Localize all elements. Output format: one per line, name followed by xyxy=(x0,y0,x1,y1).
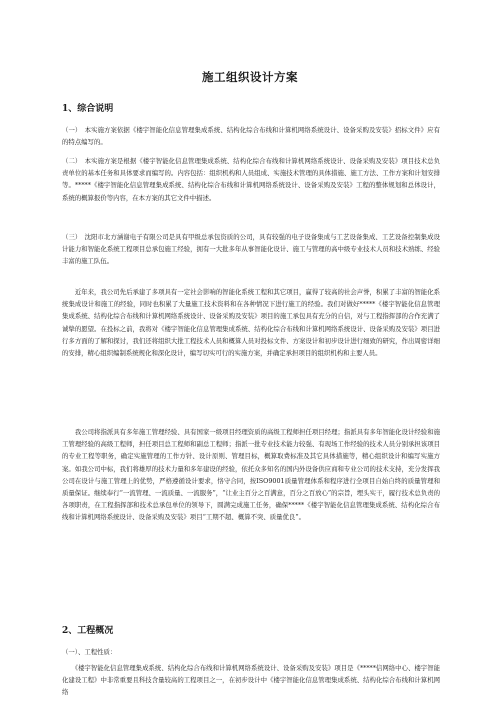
section-1-paragraph-4: 近年来，我公司先后承建了多项具有一定社会影响的智能化系统工程和其它项目，赢得了较高的社会声誉，积累了丰富的智能化系统集成设计和施工的经验，同时也积累了大量施工技术资料和在各种情况下进行施工的经验。我们对做好*****《楼宇智能化信息管理集成系统、结构化综合布线和计算机网络系统设计、设备采购及安装》项目的施工承包具有充分的自信，对与工程指挥部的合作充满了诚挚的愿望。在投标之前，我将对《楼宇智能化信息管理集成系统、结构化综合布线和计算机网络系统设计、设备采购及安装》项目进行多方面的了解和探讨，我们还将组织大批工程技术人员和概算人员对投标文件、方案设计和初步设计进行细致的研究，作出周密详细的安排，精心组织编制系统规化和深化设计，编写切实可行的实施方案，并确定承担项目的组织机构和主要人员。 xyxy=(62,288,440,358)
section-1-paragraph-2: （二） 本实施方案是根据《楼宇智能化信息管理集成系统、结构化综合布线和计算机网络系统设计、设备采购及安装》项目技术总负责单位的基本任务和具体要求而编写的。内容包括：组织机构和人员组成、实施技术管理的具体措施、施工方法、工作方案和计划安排等。*****《楼宇智能化信息管理集成系统、结构化综合布线和计算机网络系统设计、设备采购及安装》工程的整体规划和总体设计，系统的概算报价等内容，在本方案的其它文件中描述。 xyxy=(62,157,440,202)
section-1-paragraph-5: 我公司将指派具有多年施工管理经验、具有国家一级项目经理资质的高级工程师担任项目经理；指派具有多年智能化设计经验和施工管理经验的高级工程师，担任项目总工程师和副总工程师；指派一批专业技术能力较强、有现场工作经验的技术人员分别承担该项目的专业工程等职务，确定实施管理的工作方针、设计原则、管理目标，概算取费标准及其它具体措施等，精心组织设计和编写实施方案。如我公司中标，我们将雄厚的技术力量和多年建设的经验，依托众多知名的国内外设备供应商和专业公司的技术支持，充分发挥我公司在设计与施工管理上的优势，严格遵循设计要求，恪守合同，按ISO9001质量管理体系和程序进行全项目自始自终的质量管理和质量保证。继续奉行“一流管理、一流质量、一流服务”，“让业主百分之百满意，百分之百放心”的宗旨，埋头实干，履行技术总负责的各项职责，在工程指挥部和技术总承包单位的领导下，圆满完成施工任务，确保*****《楼宇智能化信息管理集成系统、结构化综合布线和计算机网络系统设计、设备采购及安装》项目“工期不超、概算不突、质量优良”。 xyxy=(62,428,440,522)
section-2-heading: 2、工程概况 xyxy=(62,626,114,636)
section-1-paragraph-1: （一） 本实施方案依据《楼宇智能化信息管理集成系统、结构化综合布线和计算机网络系统设计、设备采购及安装》招标文件》应有的特点编写的。 xyxy=(62,126,440,147)
section-2-paragraph-1: 《楼宇智能化信息管理集成系统、结构化综合布线和计算机网络系统设计、设备采购及安装》项目是《*****信网络中心、楼宇智能化建设工程》中非常重要且科技含量较高的工程项目之一，在初步设计中《楼宇智能化信息管理集成系统、结构化综合布线和计算机网络 xyxy=(62,664,440,697)
section-1-paragraph-3: （三） 沈阳市北方涵谢电子有限公司是具有甲级总承包资质的公司，具有较强的电子设备集成与工艺设备集成、工艺设备控制集成设计能力和智能化系统工程项目总承包施工经验，拥有一大批多年从事智能化设计、施工与管理的高中级专业技术人员和技术熟练、经验丰富的施工队伍。 xyxy=(62,233,440,266)
document-title: 施工组织设计方案 xyxy=(202,70,298,84)
section-1-heading: 1、综合说明 xyxy=(62,104,114,114)
section-2-subheading: （一）、工程性质： xyxy=(62,648,117,656)
